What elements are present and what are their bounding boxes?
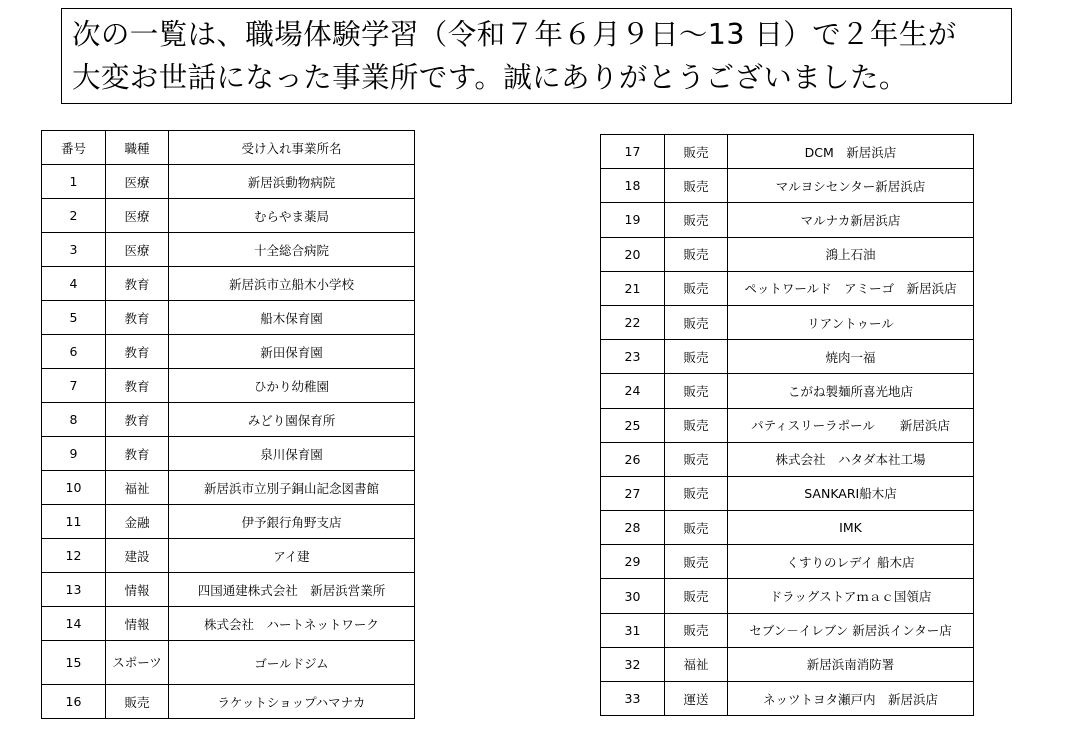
intro-message <box>61 8 1012 104</box>
cell-number: 1 <box>42 165 106 199</box>
cell-number: 9 <box>42 437 106 471</box>
table-row <box>42 471 415 505</box>
cell-number: 16 <box>42 685 106 719</box>
cell-type: 金融 <box>106 505 169 539</box>
cell-business-name: 株式会社 ハタダ本社工場 <box>728 442 974 476</box>
table-row <box>601 203 974 237</box>
cell-business-name: アイ建 <box>169 539 415 573</box>
cell-business-name: 鴻上石油 <box>728 237 974 271</box>
cell-type: 販売 <box>665 203 728 237</box>
cell-business-name: くすりのレデイ 船木店 <box>728 545 974 579</box>
table-row <box>601 305 974 339</box>
header-number: 番号 <box>42 131 106 165</box>
cell-type: 販売 <box>665 511 728 545</box>
table-row <box>42 165 415 199</box>
table-body-right <box>601 135 974 716</box>
table-row <box>42 607 415 641</box>
cell-type: 販売 <box>106 685 169 719</box>
cell-type: 販売 <box>665 135 728 169</box>
table-row <box>42 539 415 573</box>
table-row <box>601 476 974 510</box>
cell-type: 販売 <box>665 271 728 305</box>
cell-business-name: 新田保育園 <box>169 335 415 369</box>
cell-number: 19 <box>601 203 665 237</box>
cell-type: 医療 <box>106 233 169 267</box>
cell-type: 教育 <box>106 369 169 403</box>
cell-number: 5 <box>42 301 106 335</box>
cell-type: 情報 <box>106 607 169 641</box>
cell-type: 教育 <box>106 403 169 437</box>
table-row <box>601 442 974 476</box>
cell-number: 10 <box>42 471 106 505</box>
cell-number: 20 <box>601 237 665 271</box>
table-row <box>42 301 415 335</box>
cell-type: 教育 <box>106 437 169 471</box>
cell-type: 医療 <box>106 199 169 233</box>
intro-line-2: 大変お世話になった事業所です。誠にありがとうございました。 <box>72 61 908 94</box>
cell-business-name: 泉川保育園 <box>169 437 415 471</box>
cell-business-name: 十全総合病院 <box>169 233 415 267</box>
cell-type: 販売 <box>665 169 728 203</box>
cell-business-name: セブン－イレブン 新居浜インター店 <box>728 613 974 647</box>
cell-number: 14 <box>42 607 106 641</box>
cell-business-name: マルナカ新居浜店 <box>728 203 974 237</box>
cell-number: 11 <box>42 505 106 539</box>
cell-type: 販売 <box>665 340 728 374</box>
table-row <box>601 682 974 716</box>
table-row <box>42 437 415 471</box>
cell-number: 29 <box>601 545 665 579</box>
table-row <box>601 545 974 579</box>
cell-business-name: こがね製麺所喜光地店 <box>728 374 974 408</box>
cell-business-name: 新居浜動物病院 <box>169 165 415 199</box>
table-row <box>601 579 974 613</box>
cell-type: 教育 <box>106 335 169 369</box>
cell-business-name: 伊予銀行角野支店 <box>169 505 415 539</box>
cell-business-name: 四国通建株式会社 新居浜営業所 <box>169 573 415 607</box>
cell-number: 15 <box>42 641 106 685</box>
cell-type: 販売 <box>665 442 728 476</box>
cell-number: 33 <box>601 682 665 716</box>
table-row <box>601 647 974 681</box>
cell-type: 販売 <box>665 545 728 579</box>
cell-number: 26 <box>601 442 665 476</box>
table-body-left <box>42 165 415 719</box>
cell-number: 23 <box>601 340 665 374</box>
cell-type: 販売 <box>665 476 728 510</box>
table-row <box>601 340 974 374</box>
table-row <box>42 369 415 403</box>
table-row <box>42 267 415 301</box>
cell-business-name: 焼肉一福 <box>728 340 974 374</box>
cell-type: 販売 <box>665 305 728 339</box>
cell-number: 22 <box>601 305 665 339</box>
cell-business-name: IMK <box>728 511 974 545</box>
cell-type: 教育 <box>106 267 169 301</box>
cell-type: 福祉 <box>665 647 728 681</box>
cell-number: 27 <box>601 476 665 510</box>
cell-business-name: ネッツトヨタ瀬戸内 新居浜店 <box>728 682 974 716</box>
cell-number: 12 <box>42 539 106 573</box>
business-table-right <box>600 134 974 716</box>
table-row <box>42 403 415 437</box>
cell-business-name: パティスリーラポール 新居浜店 <box>728 408 974 442</box>
cell-type: 運送 <box>665 682 728 716</box>
cell-number: 6 <box>42 335 106 369</box>
cell-business-name: ドラッグストアｍａｃ国領店 <box>728 579 974 613</box>
cell-number: 31 <box>601 613 665 647</box>
cell-number: 21 <box>601 271 665 305</box>
table-row <box>42 573 415 607</box>
cell-business-name: 新居浜南消防署 <box>728 647 974 681</box>
cell-type: 情報 <box>106 573 169 607</box>
table-row <box>601 613 974 647</box>
table-row <box>601 169 974 203</box>
cell-business-name: ラケットショップハマナカ <box>169 685 415 719</box>
table-row <box>42 685 415 719</box>
cell-business-name: みどり園保育所 <box>169 403 415 437</box>
cell-type: スポーツ <box>106 641 169 685</box>
cell-business-name: ペットワールド アミーゴ 新居浜店 <box>728 271 974 305</box>
table-row <box>42 199 415 233</box>
cell-number: 30 <box>601 579 665 613</box>
table-row <box>42 233 415 267</box>
cell-business-name: ひかり幼稚園 <box>169 369 415 403</box>
cell-business-name: むらやま薬局 <box>169 199 415 233</box>
cell-business-name: 株式会社 ハートネットワーク <box>169 607 415 641</box>
cell-business-name: 船木保育園 <box>169 301 415 335</box>
cell-business-name: リアントゥール <box>728 305 974 339</box>
table-row <box>601 271 974 305</box>
cell-type: 教育 <box>106 301 169 335</box>
cell-type: 福祉 <box>106 471 169 505</box>
cell-number: 17 <box>601 135 665 169</box>
cell-business-name: SANKARI船木店 <box>728 476 974 510</box>
cell-type: 建設 <box>106 539 169 573</box>
cell-number: 3 <box>42 233 106 267</box>
business-table-left <box>41 130 415 719</box>
table-row <box>601 408 974 442</box>
table-row <box>601 374 974 408</box>
table-header-row <box>42 131 415 165</box>
cell-business-name: ゴールドジム <box>169 641 415 685</box>
table-row <box>601 511 974 545</box>
cell-number: 28 <box>601 511 665 545</box>
header-type: 職種 <box>106 131 169 165</box>
cell-type: 販売 <box>665 579 728 613</box>
table-row <box>601 237 974 271</box>
cell-number: 13 <box>42 573 106 607</box>
cell-business-name: 新居浜市立船木小学校 <box>169 267 415 301</box>
table-row <box>42 335 415 369</box>
cell-business-name: DCM 新居浜店 <box>728 135 974 169</box>
cell-business-name: マルヨシセンター新居浜店 <box>728 169 974 203</box>
cell-type: 販売 <box>665 613 728 647</box>
cell-number: 18 <box>601 169 665 203</box>
intro-line-1: 次の一覧は、職場体験学習（令和７年６月９日～13 日）で２年生が <box>72 18 957 51</box>
cell-number: 7 <box>42 369 106 403</box>
cell-number: 25 <box>601 408 665 442</box>
cell-number: 32 <box>601 647 665 681</box>
cell-type: 販売 <box>665 374 728 408</box>
table-row <box>42 641 415 685</box>
cell-business-name: 新居浜市立別子銅山記念図書館 <box>169 471 415 505</box>
cell-number: 8 <box>42 403 106 437</box>
cell-number: 24 <box>601 374 665 408</box>
cell-number: 2 <box>42 199 106 233</box>
cell-type: 販売 <box>665 237 728 271</box>
table-row <box>42 505 415 539</box>
header-name: 受け入れ事業所名 <box>169 131 415 165</box>
cell-number: 4 <box>42 267 106 301</box>
table-row <box>601 135 974 169</box>
cell-type: 医療 <box>106 165 169 199</box>
cell-type: 販売 <box>665 408 728 442</box>
